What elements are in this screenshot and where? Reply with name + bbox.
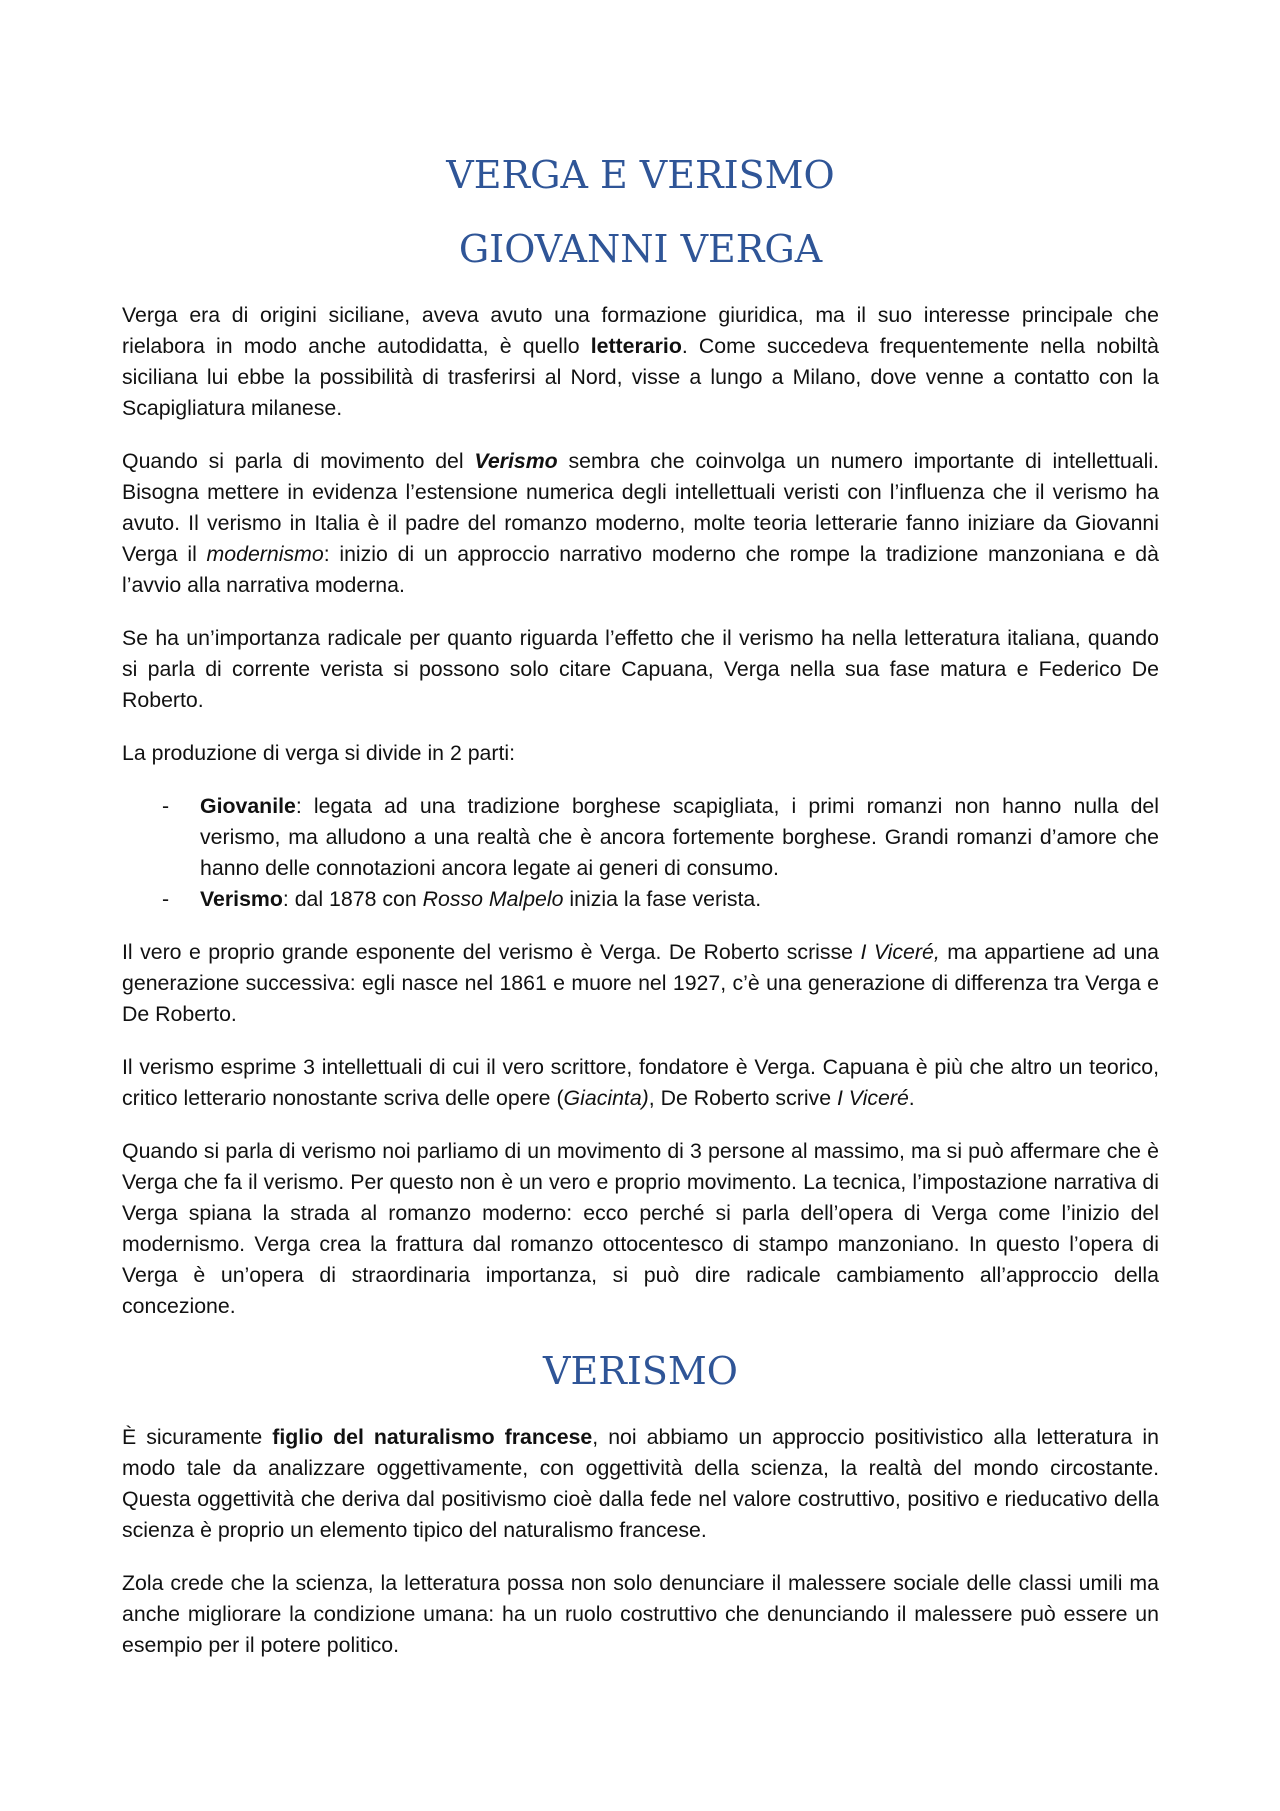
paragraph-modernism: Quando si parla di verismo noi parliamo di un movimento di 3 persone al massimo, ma si può affermare che è Verga che fa il verismo. Per questo non è un vero e proprio movimento. La tecnica, l’impostazione narrativa di Verga spiana la strada al romanzo moderno: ecco perché si parla dell’opera di Verga come l’inizio del modernismo. Verga crea la frattura dal romanzo ottocentesco di stampo manzoniano. In questo l’opera di Verga è un’opera di straordinaria importanza, si può dire radicale cambiamento all’approccio della concezione. bbox=[122, 1139, 1159, 1318]
paragraph-de-roberto: Il vero e proprio grande esponente del verismo è Verga. De Roberto scrisse I Viceré, ma appartiene ad una generazione successiva: egli nasce nel 1861 e muore nel 1927, c’è una generazione di differenza tra Verga e De Roberto. bbox=[122, 940, 1160, 1026]
paragraph-zola: Zola crede che la scienza, la letteratura possa non solo denunciare il malessere sociale delle classi umili ma anche migliorare la condizione umana: ha un ruolo costruttivo che denunciando il malessere può essere un esempio per il potere politico. bbox=[122, 1571, 1159, 1657]
paragraph-production-intro: La produzione di verga si divide in 2 parti: bbox=[122, 741, 516, 765]
production-list bbox=[122, 791, 1159, 915]
paragraph-naturalism: È sicuramente figlio del naturalismo francese, noi abbiamo un approccio positivistico alla letteratura in modo tale da analizzare oggettivamente, con oggettività della scienza, la realtà del mondo circostante. Questa oggettività che deriva dal positivismo cioè dalla fede nel valore costruttivo, positivo e rieducativo della scienza è proprio un elemento tipico del naturalismo francese. bbox=[122, 1425, 1159, 1542]
work-rosso-malpelo: Rosso Malpelo bbox=[422, 887, 564, 911]
paragraph-verismo-movement: Quando si parla di movimento del Verismo sembra che coinvolga un numero importante di intellettuali. Bisogna mettere in evidenza l’estensione numerica degli intellettuali veristi con l’influenza che il verismo ha avuto. Il verismo in Italia è il padre del romanzo moderno, molte teoria letterarie fanno iniziare da Giovanni Verga il modernismo: inizio di un approccio narrativo moderno che rompe la tradizione manzoniana e dà l’avvio alla narrativa moderna. bbox=[122, 449, 1160, 597]
document-body bbox=[122, 148, 1159, 1683]
document-title: VERGA E VERISMO bbox=[446, 153, 835, 197]
heading-verismo: VERISMO bbox=[543, 1349, 738, 1393]
dash-bullet: - bbox=[162, 794, 170, 818]
paragraph-three-intellectuals: Il verismo esprime 3 intellettuali di cui il vero scrittore, fondatore è Verga. Capuana è più che altro un teorico, critico letterario nonostante scriva delle opere (Giacinta), De Roberto scrive I Viceré. bbox=[122, 1055, 1159, 1110]
emphasis-letterario: letterario bbox=[590, 334, 682, 358]
dash-bullet: - bbox=[162, 887, 170, 911]
work-giacinta: Giacinta) bbox=[563, 1086, 649, 1110]
work-i-vicere-2: I Viceré bbox=[836, 1086, 909, 1110]
list-item-giovanile: - Giovanile: legata ad una tradizione borghese scapigliata, i primi romanzi non hanno nulla del verismo, ma alludono a una realtà che è ancora fortemente borghese. Grandi romanzi d’amore che hanno delle connotazioni ancora legate ai generi di consumo. bbox=[122, 791, 1159, 884]
emphasis-verismo: Verismo bbox=[474, 449, 558, 473]
heading-giovanni-verga: GIOVANNI VERGA bbox=[458, 227, 823, 271]
emphasis-naturalismo: figlio del naturalismo francese bbox=[272, 1425, 593, 1449]
paragraph-origins: Verga era di origini siciliane, aveva avuto una formazione giuridica, ma il suo interesse principale che rielabora in modo anche autodidatta, è quello letterario. Come succedeva frequentemente nella nobiltà siciliana lui ebbe la possibilità di trasferirsi al Nord, visse a lungo a Milano, dove venne a contatto con la Scapigliatura milanese. bbox=[122, 303, 1159, 420]
list-item-verismo: - Verismo: dal 1878 con Rosso Malpelo inizia la fase verista. bbox=[122, 884, 1159, 915]
paragraph-importance: Se ha un’importanza radicale per quanto riguarda l’effetto che il verismo ha nella letteratura italiana, quando si parla di corrente verista si possono solo citare Capuana, Verga nella sua fase matura e Federico De Roberto. bbox=[122, 626, 1159, 712]
emphasis-modernismo: modernismo bbox=[206, 542, 324, 566]
work-i-vicere: I Viceré, bbox=[860, 940, 940, 964]
